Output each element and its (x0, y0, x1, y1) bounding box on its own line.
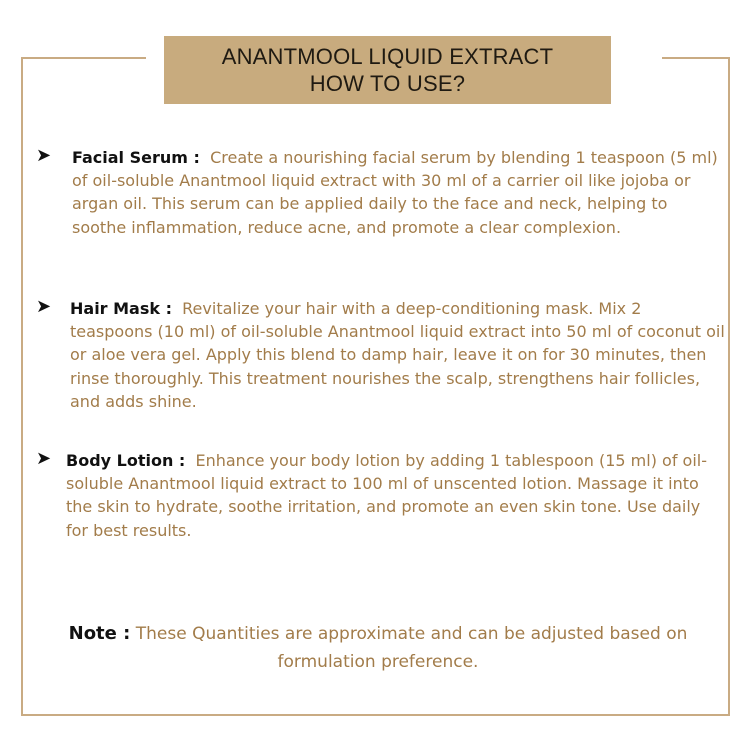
facial-serum-paragraph (36, 146, 726, 239)
frame-top-left-line (21, 57, 146, 59)
facial-serum-text: Create a nourishing facial serum by blending 1 teaspoon (5 ml) of oil-soluble Anantmool liquid extract with 30 ml of a carrier oil like jojoba or argan oil. This serum can be applied daily to the face and neck, helping to soothe inflammation, reduce acne, and promote a clear complexion. (72, 148, 718, 237)
body-lotion-text: Enhance your body lotion by adding 1 tablespoon (15 ml) of oil-soluble Anantmool liquid extract to 100 ml of unscented lotion. Massage it into the skin to hydrate, soothe irritation, and promote an even skin tone. Use daily for best results. (66, 451, 707, 540)
note-label: Note : (68, 623, 131, 644)
hair-mask-paragraph (36, 297, 726, 413)
title-line-1: ANANTMOOL LIQUID EXTRACT (221, 44, 554, 69)
hair-mask-text: Revitalize your hair with a deep-conditioning mask. Mix 2 teaspoons (10 ml) of oil-soluble Anantmool liquid extract into 50 ml of coconut oil or aloe vera gel. Apply this blend to damp hair, leave it on for 30 minutes, then rinse thoroughly. This treatment nourishes the scalp, strengthens hair follicles, and adds shine. (70, 299, 725, 411)
section-body-lotion (36, 449, 726, 542)
body-lotion-paragraph (36, 449, 726, 542)
title-line-2: HOW TO USE? (309, 71, 466, 96)
arrow-bullet-icon: ➤ (36, 448, 52, 469)
arrow-bullet-icon: ➤ (36, 296, 52, 317)
note-text: These Quantities are approximate and can be adjusted based on formulation preference. (135, 624, 688, 672)
section-facial-serum (36, 146, 726, 239)
section-hair-mask (36, 297, 726, 413)
note-block (38, 620, 718, 676)
arrow-bullet-icon: ➤ (36, 145, 52, 166)
body-lotion-label: Body Lotion : (66, 451, 186, 470)
hair-mask-label: Hair Mask : (70, 299, 172, 318)
facial-serum-label: Facial Serum : (72, 148, 200, 167)
frame-top-right-line (662, 57, 730, 59)
title-banner (164, 36, 611, 104)
